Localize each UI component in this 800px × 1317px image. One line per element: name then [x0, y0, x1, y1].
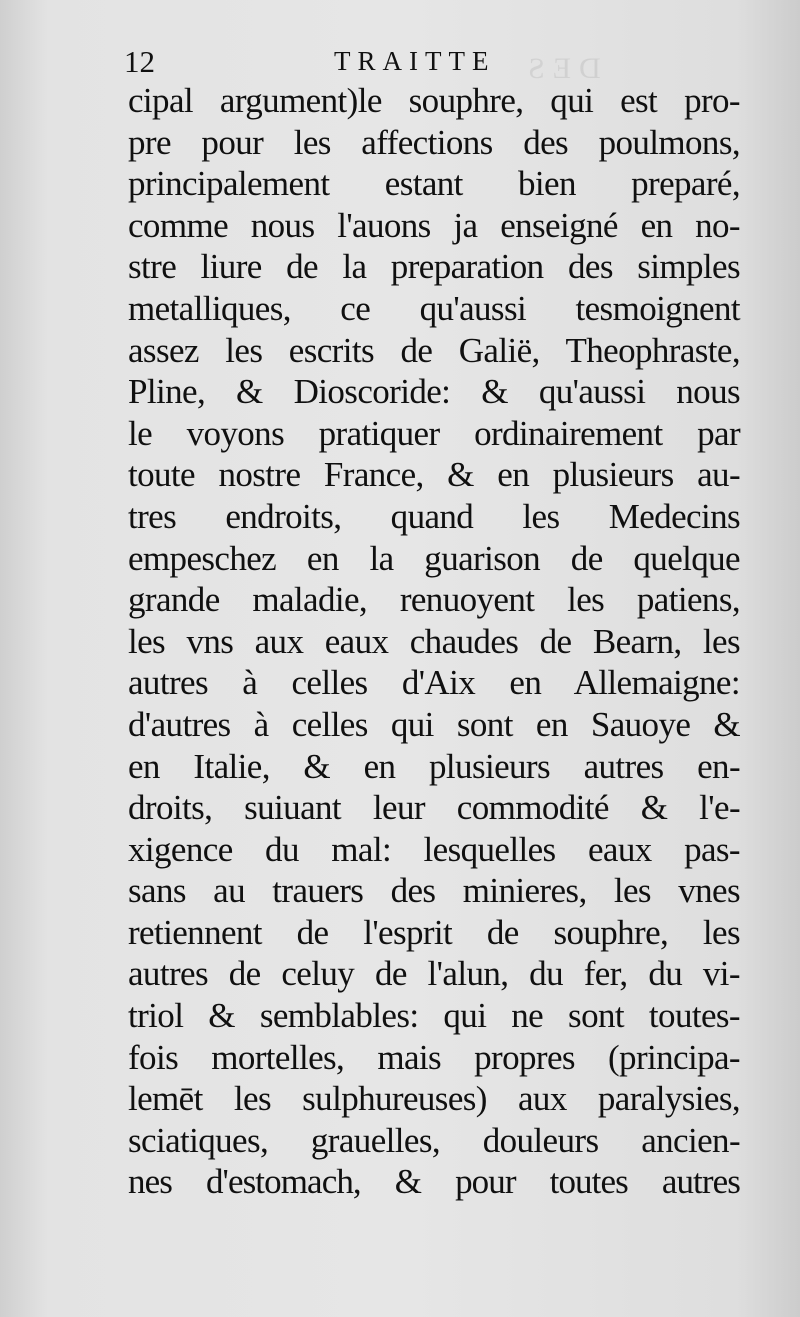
text-line: Pline, & Dioscoride: & qu'aussi nous [128, 372, 740, 412]
text-line: pre pour les affections des poulmons, [128, 122, 740, 162]
text-line: fois mortelles, mais propres (principa- [128, 1037, 740, 1077]
text-line: grande maladie, renuoyent les patiens, [128, 580, 740, 620]
text-line: autres à celles d'Aix en Allemaigne: [128, 663, 740, 703]
text-line: xigence du mal: lesquelles eaux pas- [128, 829, 740, 869]
text-line: le voyons pratiquer ordinairement par [128, 413, 740, 453]
text-line: droits, suiuant leur commodité & l'e- [128, 788, 740, 828]
bleed-through-text: DES [520, 52, 601, 85]
text-line: empeschez en la guarison de quelque [128, 538, 740, 578]
page-header [124, 44, 740, 84]
text-line: d'autres à celles qui sont en Sauoye & [128, 704, 740, 744]
text-line: sans au trauers des minieres, les vnes [128, 871, 740, 911]
text-line: les vns aux eaux chaudes de Bearn, les [128, 621, 740, 661]
text-line: retiennent de l'esprit de souphre, les [128, 912, 740, 952]
text-line: assez les escrits de Galië, Theophraste, [128, 330, 740, 370]
text-line: stre liure de la preparation des simples [128, 247, 740, 287]
text-line: triol & semblables: qui ne sont toutes- [128, 996, 740, 1036]
text-line: lemēt les sulphureuses) aux paralysies, [128, 1079, 740, 1119]
text-line: principalement estant bien preparé, [128, 164, 740, 204]
text-line: tres endroits, quand les Medecins [128, 496, 740, 536]
text-line: autres de celuy de l'alun, du fer, du vi- [128, 954, 740, 994]
text-line: comme nous l'auons ja enseigné en no- [128, 205, 740, 245]
text-line: cipal argument)le souphre, qui est pro- [128, 81, 740, 120]
text-line: en Italie, & en plusieurs autres en- [128, 746, 740, 786]
page-number: 12 [124, 44, 155, 79]
text-line: nes d'estomach, & pour toutes autres [128, 1162, 740, 1202]
text-line: toute nostre France, & en plusieurs au- [128, 455, 740, 495]
text-line: metalliques, ce qu'aussi tesmoignent [128, 288, 740, 328]
text-line: sciatiques, grauelles, douleurs ancien- [128, 1120, 740, 1160]
running-title: TRAITTE [334, 46, 496, 76]
body-text [128, 80, 740, 1203]
